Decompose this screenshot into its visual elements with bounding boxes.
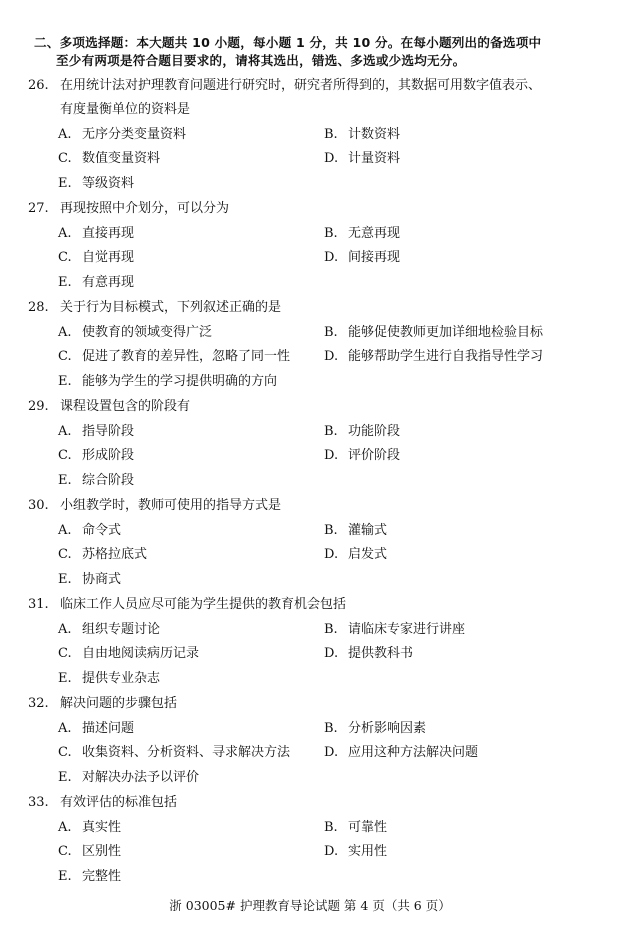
option-text: 完整性 xyxy=(82,869,122,884)
section-heading-line-1: 二、多项选择题：本大题共 10 小题，每小题 1 分，共 10 分。在每小题列出的备选项中 xyxy=(34,35,542,50)
option-c xyxy=(58,147,160,172)
section-heading-line-2: 至少有两项是符合题目要求的，请将其选出，错选、多选或少选均无分。 xyxy=(56,53,466,68)
option-c xyxy=(58,642,199,667)
question-number: 33. xyxy=(28,795,49,810)
option-letter: E. xyxy=(58,671,72,686)
option-letter: E. xyxy=(58,275,72,290)
option-letter: B. xyxy=(324,424,338,439)
option-e xyxy=(58,865,121,890)
option-text: 有意再现 xyxy=(82,275,135,290)
option-letter: A. xyxy=(58,127,72,142)
option-text: 数值变量资料 xyxy=(82,151,161,166)
option-letter: A. xyxy=(58,721,72,736)
option-letter: D. xyxy=(324,745,339,760)
option-d xyxy=(324,147,400,172)
question-text: 再现按照中介划分，可以分为 xyxy=(60,201,230,216)
option-letter: B. xyxy=(324,325,338,340)
option-text: 功能阶段 xyxy=(348,424,401,439)
question-stem xyxy=(28,593,346,618)
option-text: 促进了教育的差异性，忽略了同一性 xyxy=(82,349,291,364)
option-letter: A. xyxy=(58,424,72,439)
option-text: 启发式 xyxy=(348,547,388,562)
option-letter: E. xyxy=(58,869,72,884)
option-letter: E. xyxy=(58,176,72,191)
option-d xyxy=(324,345,543,370)
question-number: 32. xyxy=(28,696,49,711)
option-letter: C. xyxy=(58,547,72,562)
option-text: 命令式 xyxy=(82,523,122,538)
option-text: 请临床专家进行讲座 xyxy=(348,622,466,637)
option-letter: C. xyxy=(58,448,72,463)
question-stem xyxy=(28,494,281,519)
option-a xyxy=(58,321,212,346)
option-text: 描述问题 xyxy=(82,721,135,736)
option-letter: A. xyxy=(58,523,72,538)
option-text: 等级资料 xyxy=(82,176,135,191)
question-text: 在用统计法对护理教育问题进行研究时，研究者所得到的，其数据可用数字值表示、 xyxy=(60,78,542,93)
option-letter: B. xyxy=(324,820,338,835)
option-letter: B. xyxy=(324,721,338,736)
option-letter: E. xyxy=(58,770,72,785)
option-c xyxy=(58,444,134,469)
option-e xyxy=(58,271,134,296)
option-letter: C. xyxy=(58,646,72,661)
option-text: 自觉再现 xyxy=(82,250,135,265)
question-stem xyxy=(28,197,229,222)
option-e xyxy=(58,172,134,197)
option-text: 灌输式 xyxy=(348,523,388,538)
question-text: 临床工作人员应尽可能为学生提供的教育机会包括 xyxy=(60,597,347,612)
option-text: 直接再现 xyxy=(82,226,135,241)
option-text: 组织专题讨论 xyxy=(82,622,161,637)
question-stem xyxy=(28,791,177,816)
option-b xyxy=(324,519,387,544)
option-b xyxy=(324,123,400,148)
option-d xyxy=(324,246,400,271)
option-letter: B. xyxy=(324,127,338,142)
option-text: 能够为学生的学习提供明确的方向 xyxy=(82,374,278,389)
option-a xyxy=(58,816,121,841)
option-text: 形成阶段 xyxy=(82,448,135,463)
option-e xyxy=(58,568,121,593)
option-letter: D. xyxy=(324,547,339,562)
option-letter: C. xyxy=(58,250,72,265)
question-stem xyxy=(28,692,177,717)
question-stem xyxy=(28,296,281,321)
option-d xyxy=(324,642,413,667)
option-letter: D. xyxy=(324,448,339,463)
option-letter: C. xyxy=(58,844,72,859)
option-letter: A. xyxy=(58,226,72,241)
option-b xyxy=(324,420,400,445)
option-text: 对解决办法予以评价 xyxy=(82,770,200,785)
option-text: 提供教科书 xyxy=(348,646,414,661)
option-text: 苏格拉底式 xyxy=(82,547,148,562)
option-letter: E. xyxy=(58,473,72,488)
option-e xyxy=(58,370,277,395)
option-letter: E. xyxy=(58,572,72,587)
option-a xyxy=(58,420,134,445)
question-number: 28. xyxy=(28,300,49,315)
option-e xyxy=(58,667,160,692)
option-b xyxy=(324,321,543,346)
option-text: 指导阶段 xyxy=(82,424,135,439)
option-b xyxy=(324,222,400,247)
option-a xyxy=(58,618,160,643)
option-text: 评价阶段 xyxy=(348,448,401,463)
option-letter: D. xyxy=(324,151,339,166)
option-text: 计数资料 xyxy=(348,127,401,142)
option-a xyxy=(58,222,134,247)
option-text: 收集资料、分析资料、寻求解决方法 xyxy=(82,745,291,760)
option-text: 协商式 xyxy=(82,572,122,587)
option-letter: B. xyxy=(324,226,338,241)
option-letter: B. xyxy=(324,523,338,538)
option-letter: C. xyxy=(58,349,72,364)
option-d xyxy=(324,741,478,766)
option-text: 综合阶段 xyxy=(82,473,135,488)
option-letter: A. xyxy=(58,820,72,835)
question-text-continued: 有度量衡单位的资料是 xyxy=(60,102,191,117)
option-c xyxy=(58,246,134,271)
question-number: 29. xyxy=(28,399,49,414)
option-text: 能够帮助学生进行自我指导性学习 xyxy=(348,349,544,364)
option-text: 间接再现 xyxy=(348,250,401,265)
option-text: 区别性 xyxy=(82,844,122,859)
page-footer: 浙 03005# 护理教育导论试题 第 4 页（共 6 页） xyxy=(169,898,451,913)
option-a xyxy=(58,123,186,148)
option-text: 应用这种方法解决问题 xyxy=(348,745,479,760)
question-text: 解决问题的步骤包括 xyxy=(60,696,178,711)
option-letter: D. xyxy=(324,349,339,364)
question-number: 31. xyxy=(28,597,49,612)
option-c xyxy=(58,543,147,568)
option-letter: D. xyxy=(324,250,339,265)
option-text: 实用性 xyxy=(348,844,388,859)
question-text: 小组教学时，教师可使用的指导方式是 xyxy=(60,498,282,513)
option-letter: C. xyxy=(58,745,72,760)
option-a xyxy=(58,519,121,544)
question-number: 30. xyxy=(28,498,49,513)
question-stem xyxy=(28,74,541,99)
option-letter: D. xyxy=(324,844,339,859)
option-letter: A. xyxy=(58,622,72,637)
option-e xyxy=(58,766,199,791)
question-text: 有效评估的标准包括 xyxy=(60,795,178,810)
option-text: 无意再现 xyxy=(348,226,401,241)
question-stem xyxy=(28,395,190,420)
option-a xyxy=(58,717,134,742)
section-heading xyxy=(34,34,594,70)
option-d xyxy=(324,444,400,469)
option-text: 自由地阅读病历记录 xyxy=(82,646,200,661)
option-d xyxy=(324,543,387,568)
option-text: 提供专业杂志 xyxy=(82,671,161,686)
option-c xyxy=(58,345,290,370)
question-text: 课程设置包含的阶段有 xyxy=(60,399,191,414)
option-text: 使教育的领域变得广泛 xyxy=(82,325,213,340)
question-number: 27. xyxy=(28,201,49,216)
option-text: 分析影响因素 xyxy=(348,721,427,736)
option-text: 可靠性 xyxy=(348,820,388,835)
option-b xyxy=(324,618,465,643)
option-text: 计量资料 xyxy=(348,151,401,166)
option-e xyxy=(58,469,134,494)
option-b xyxy=(324,717,426,742)
option-c xyxy=(58,840,121,865)
option-b xyxy=(324,816,387,841)
option-text: 真实性 xyxy=(82,820,122,835)
option-letter: E. xyxy=(58,374,72,389)
question-text: 关于行为目标模式，下列叙述正确的是 xyxy=(60,300,282,315)
option-text: 无序分类变量资料 xyxy=(82,127,187,142)
option-text: 能够促使教师更加详细地检验目标 xyxy=(348,325,544,340)
question-number: 26. xyxy=(28,78,49,93)
option-c xyxy=(58,741,290,766)
option-letter: D. xyxy=(324,646,339,661)
option-letter: C. xyxy=(58,151,72,166)
option-letter: A. xyxy=(58,325,72,340)
option-d xyxy=(324,840,387,865)
option-letter: B. xyxy=(324,622,338,637)
